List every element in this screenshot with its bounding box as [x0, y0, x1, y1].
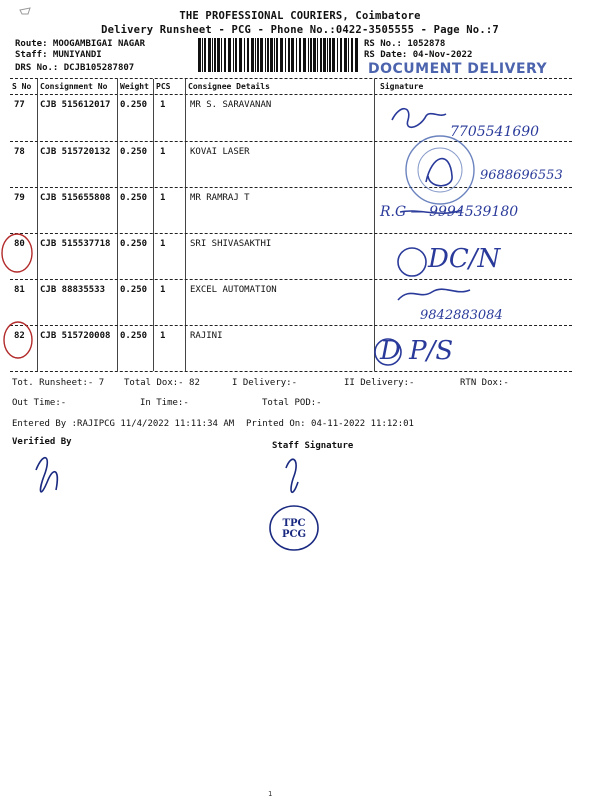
- total-dox: Total Dox:- 82: [124, 378, 200, 388]
- verified-by-label: Verified By: [12, 437, 72, 447]
- row-consignment-no: CJB 88835533: [40, 285, 106, 295]
- out-time: Out Time:-: [12, 398, 67, 408]
- verified-signature: [36, 458, 57, 492]
- row-weight: 0.250: [120, 239, 148, 249]
- row-weight: 0.250: [120, 193, 148, 203]
- col-weight: Weight: [120, 82, 149, 91]
- row-consignee: MR RAMRAJ T: [190, 193, 250, 203]
- staff: Staff: MUNIYANDI: [15, 50, 102, 60]
- row-sno: 79: [14, 193, 25, 203]
- printed-on: Printed On: 04-11-2022 11:12:01: [246, 419, 414, 429]
- row-sno: 77: [14, 100, 25, 110]
- runsheet-subtitle: Delivery Runsheet - PCG - Phone No.:0422-3505555 - Page No.:7: [101, 24, 499, 36]
- row-weight: 0.250: [120, 285, 148, 295]
- total-pod: Total POD:-: [262, 398, 322, 408]
- row-consignment-no: CJB 515612017: [40, 100, 111, 110]
- in-time: In Time:-: [140, 398, 189, 408]
- row-consignment-no: CJB 515720008: [40, 331, 111, 341]
- row-consignee: MR S. SARAVANAN: [190, 100, 272, 110]
- i-delivery: I Delivery:-: [232, 378, 298, 388]
- ii-delivery: II Delivery:-: [344, 378, 415, 388]
- staff-signature-scrawl: [286, 459, 298, 492]
- row-pcs: 1: [160, 193, 166, 203]
- route: Route: MOOGAMBIGAI NAGAR: [15, 39, 146, 49]
- row-handwritten-note: 7705541690: [450, 124, 540, 140]
- row-consignee: RAJINI: [190, 331, 223, 341]
- tpc-seal-text: TPC PCG: [281, 518, 307, 540]
- row-consignment-no: CJB 515537718: [40, 239, 111, 249]
- col-sno: S No: [12, 82, 32, 91]
- row-sno: 81: [14, 285, 25, 295]
- rs-date: RS Date: 04-Nov-2022: [364, 50, 473, 60]
- row-weight: 0.250: [120, 147, 148, 157]
- row-handwritten-note: D P/S: [380, 336, 454, 366]
- row-consignee: SRI SHIVASAKTHI: [190, 239, 272, 249]
- entered-by: Entered By :RAJIPCG 11/4/2022 11:11:34 AM: [12, 419, 235, 429]
- signature-78: [426, 159, 452, 186]
- row-pcs: 1: [160, 331, 166, 341]
- row-consignee: KOVAI LASER: [190, 147, 250, 157]
- total-runsheet: Tot. Runsheet:- 7: [12, 378, 105, 388]
- col-pcs: PCS: [156, 82, 171, 91]
- row-handwritten-note: DC/N: [428, 244, 501, 274]
- row-handwritten-note: R.G — 9994539180: [380, 204, 519, 220]
- signature-77: [392, 109, 446, 128]
- row-pcs: 1: [160, 100, 166, 110]
- rs-number: RS No.: 1052878: [364, 39, 446, 49]
- row-pcs: 1: [160, 285, 166, 295]
- signature-81: [398, 289, 470, 300]
- row-sno: 80: [14, 239, 25, 249]
- row-consignment-no: CJB 515720132: [40, 147, 111, 157]
- staff-signature-label: Staff Signature: [272, 441, 354, 451]
- row-sno: 82: [14, 331, 25, 341]
- col-signature: Signature: [380, 82, 424, 91]
- drs-number: DRS No.: DCJB105287807: [15, 63, 135, 73]
- col-consignee: Consignee Details: [188, 82, 270, 91]
- row-pcs: 1: [160, 239, 166, 249]
- row-handwritten-note: 9842883084: [420, 308, 503, 323]
- corner-mark: [20, 8, 30, 14]
- row-pcs: 1: [160, 147, 166, 157]
- row-weight: 0.250: [120, 331, 148, 341]
- row-sno: 78: [14, 147, 25, 157]
- row-handwritten-note: 9688696553: [480, 168, 563, 183]
- rtn-dox: RTN Dox:-: [460, 378, 509, 388]
- company-title: THE PROFESSIONAL COURIERS, Coimbatore: [179, 10, 421, 22]
- circle-d-82: [375, 339, 401, 365]
- circle-d-80: [398, 248, 426, 276]
- kovai-laser-seal: [406, 136, 474, 204]
- document-delivery-stamp: DOCUMENT DELIVERY: [368, 61, 548, 77]
- col-consignment: Consignment No: [40, 82, 108, 91]
- circle-mark-80: [2, 234, 32, 272]
- row-weight: 0.250: [120, 100, 148, 110]
- page-mark: 1: [268, 790, 273, 798]
- circle-mark-82: [4, 322, 32, 358]
- row-consignee: EXCEL AUTOMATION: [190, 285, 277, 295]
- row-consignment-no: CJB 515655808: [40, 193, 111, 203]
